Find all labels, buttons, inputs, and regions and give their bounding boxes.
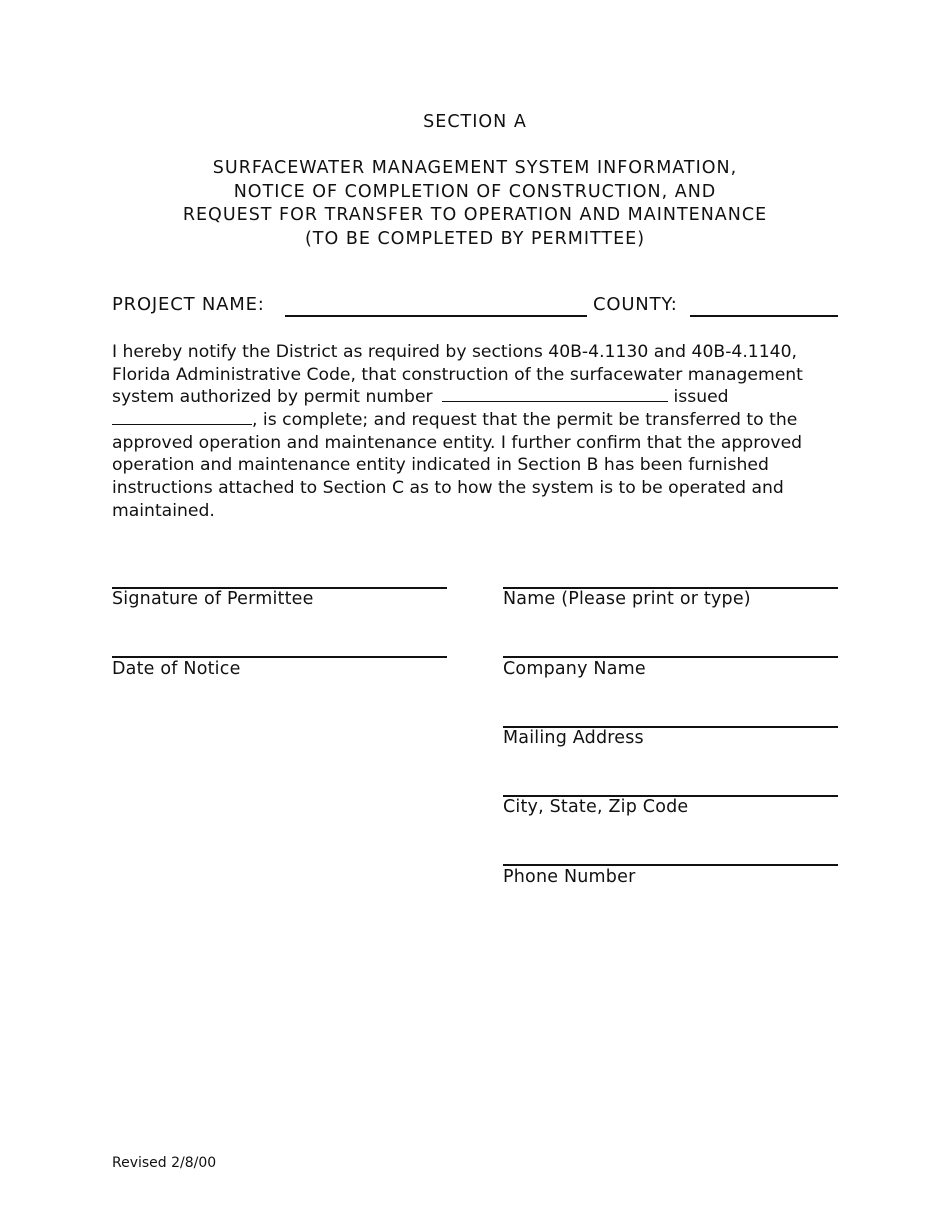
issued-date-field[interactable]	[112, 410, 252, 425]
notice-line: operation and maintenance entity indicated in Section B has been furnished	[112, 455, 769, 476]
company-name-field[interactable]	[503, 656, 838, 658]
notice-line: instructions attached to Section C as to how the system is to be operated and	[112, 478, 784, 499]
phone-number-label: Phone Number	[503, 867, 636, 887]
project-name-label: PROJECT NAME:	[112, 294, 265, 315]
permit-number-field[interactable]	[442, 387, 668, 402]
notice-line: Florida Administrative Code, that construction of the surfacewater management	[112, 364, 803, 385]
title-line: REQUEST FOR TRANSFER TO OPERATION AND MAINTENANCE	[182, 205, 768, 225]
notice-line	[112, 386, 838, 409]
name-label: Name (Please print or type)	[503, 589, 751, 609]
notice-text: issued	[673, 387, 729, 408]
revision-note: Revised 2/8/00	[112, 1155, 217, 1171]
city-state-zip-label: City, State, Zip Code	[503, 797, 689, 817]
notice-line	[112, 409, 838, 432]
county-label: COUNTY:	[593, 294, 678, 315]
title-line: (TO BE COMPLETED BY PERMITTEE)	[304, 228, 646, 249]
date-of-notice-field[interactable]	[112, 656, 447, 658]
form-title	[0, 157, 950, 251]
company-name-label: Company Name	[503, 659, 646, 679]
project-name-field[interactable]	[285, 315, 587, 317]
mailing-address-label: Mailing Address	[503, 728, 644, 748]
phone-number-field[interactable]	[503, 864, 838, 866]
project-row	[112, 294, 838, 320]
notice-line: I hereby notify the District as required by sections 40B-4.1130 and 40B-4.1140,	[112, 342, 798, 362]
notice-line: approved operation and maintenance entity. I further confirm that the approved	[112, 432, 803, 453]
title-line: NOTICE OF COMPLETION OF CONSTRUCTION, AND	[233, 181, 717, 202]
title-line: SURFACEWATER MANAGEMENT SYSTEM INFORMATION,	[212, 158, 738, 178]
notice-paragraph	[112, 341, 838, 523]
section-label: SECTION A	[423, 112, 527, 132]
notice-text: , is complete; and request that the permit be transferred to the	[252, 410, 798, 431]
date-of-notice-label: Date of Notice	[112, 659, 241, 679]
signature-label: Signature of Permittee	[112, 589, 314, 609]
notice-text: system authorized by permit number	[112, 387, 433, 408]
notice-line: maintained.	[112, 500, 215, 521]
county-field[interactable]	[690, 315, 838, 317]
